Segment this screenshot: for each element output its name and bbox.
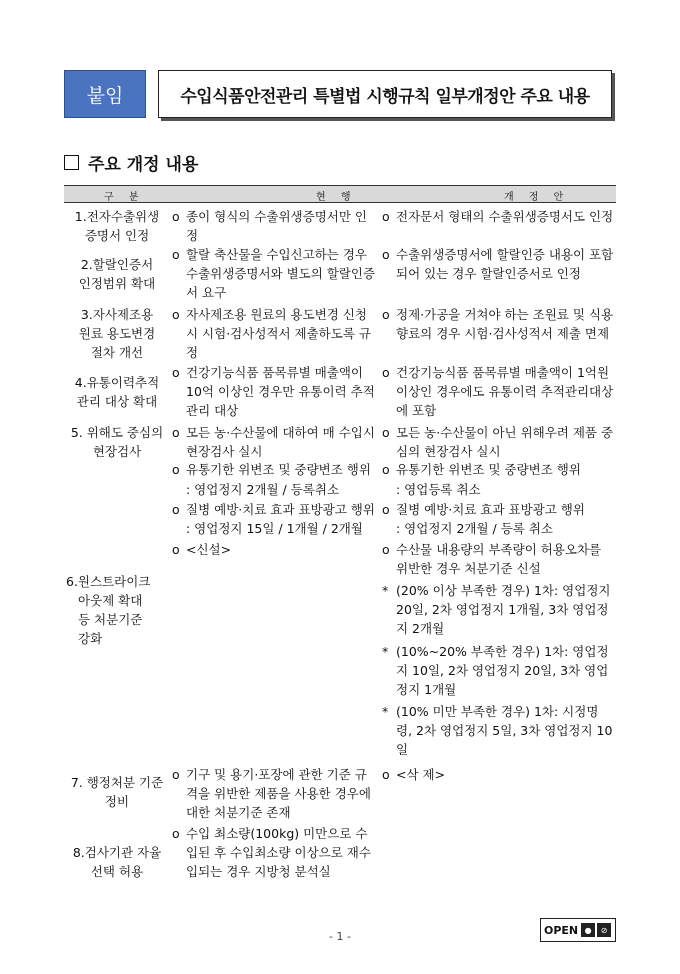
row-4-current-text: 건강기능식품 품목류별 매출액이 10억 이상인 경우만 유통이력 추적관리 대상 [186, 365, 375, 418]
bullet: o [172, 542, 180, 557]
row-8-category-line: 8.검사기관 자율 [72, 845, 162, 860]
row-1-category-line: 1.전자수출위생 [74, 209, 160, 224]
row-3-revised [382, 305, 614, 343]
row-4-current [172, 363, 378, 420]
row-4-revised-text: 건강기능식품 품목류별 매출액이 1억원 이상인 경우에도 유통이력 추적관리대상에 포함 [396, 365, 614, 418]
row-8-current-text: 수입 최소량(100kg) 미만으로 수입된 후 수입최소량 이상으로 재수입되는 경우 지방청 분석실 [186, 826, 371, 879]
header [64, 70, 612, 118]
bullet: o [172, 767, 180, 782]
row-6-revised-6 [382, 581, 614, 638]
attachment-badge: 붙임 [64, 70, 146, 118]
row-5-current [172, 423, 378, 461]
open-logo-text: OPEN [544, 923, 579, 937]
row-2-revised-text: 수출위생증명서에 할랄인증 내용이 포함되어 있는 경우 할랄인증서로 인정 [396, 247, 614, 281]
header-category: 구 분 [104, 192, 145, 203]
row-6-revised-text: (10%~20% 부족한 경우) 1차: 영업정지 10일, 2차 영업정지 20일, 3차 영업정지 1개월 [396, 644, 609, 697]
row-6-revised-2 [382, 480, 614, 499]
row-6-current-2 [172, 480, 378, 499]
row-3-current [172, 305, 378, 362]
row-8-category-line: 선택 허용 [90, 864, 144, 879]
row-6-current-5 [172, 540, 378, 559]
row-4-category [64, 373, 170, 411]
row-6-revised-3 [382, 500, 614, 519]
row-6-category-line: 6.원스트라이크 [66, 574, 151, 589]
row-6-current-1 [172, 460, 378, 479]
no-commercial-icon: ⊘ [597, 923, 611, 937]
row-5-revised [382, 423, 614, 461]
row-6-revised-5 [382, 540, 614, 578]
document-title: 수입식품안전관리 특별법 시행규칙 일부개정안 주요 내용 [158, 70, 612, 118]
page-number: - 1 - [329, 930, 351, 943]
bullet: o [172, 502, 180, 517]
bullet: o [172, 462, 180, 477]
row-8-current [172, 824, 378, 881]
row-2-category-line: 2.할랄인증서 [80, 257, 154, 272]
row-6-category-line: 등 처분기준 [78, 612, 143, 627]
row-7-category-line: 7. 행정처분 기준 [70, 775, 164, 790]
header-current: 현 행 [316, 192, 357, 203]
row-1-revised-text: 전자문서 형태의 수출위생증명서도 인정 [396, 209, 614, 224]
row-7-category [64, 773, 170, 811]
row-6-current-text: 질병 예방·치료 효과 표방광고 행위 [186, 502, 375, 517]
bullet: o [382, 502, 390, 517]
row-3-category-line: 절차 개선 [90, 345, 144, 360]
row-6-revised-text: 수산물 내용량의 부족량이 허용오차를 위반한 경우 처분기준 신설 [396, 542, 602, 576]
row-6-category-line: 아웃제 확대 [78, 593, 143, 608]
row-5-category [64, 423, 170, 461]
bullet: o [382, 542, 390, 557]
row-6-revised-8 [382, 702, 614, 759]
checkbox-square-icon [64, 155, 79, 170]
bullet: o [172, 425, 180, 440]
bullet-asterisk: * [382, 704, 389, 719]
header-revised: 개 정 안 [504, 192, 570, 203]
row-6-revised-text: 질병 예방·치료 효과 표방광고 행위 [396, 502, 585, 517]
row-5-category-line: 현장검사 [92, 444, 142, 459]
row-6-revised-text: (10% 미만 부족한 경우) 1차: 시정명령, 2차 영업정지 5일, 3차 영업정지 10일 [396, 704, 613, 757]
row-7-revised-text: <삭 제> [396, 767, 446, 782]
bullet: o [382, 307, 390, 322]
row-6-current-3 [172, 500, 378, 519]
row-1-category-line: 증명서 인정 [84, 228, 150, 243]
row-1-current-text: 종이 형식의 수출위생증명서만 인정 [186, 209, 367, 243]
row-6-revised-7 [382, 642, 614, 699]
row-3-current-text: 자사제조용 원료의 용도변경 신청 시 시험·검사성적서 제출하도록 규정 [186, 307, 371, 360]
row-7-current-text: 기구 및 용기·포장에 관한 기준 규격을 위반한 제품을 사용한 경우에 대한 처분기준 존재 [186, 767, 371, 820]
row-6-current-text: : 영업정지 2개월 / 등록취소 [186, 482, 340, 497]
bullet: o [172, 365, 180, 380]
row-6-revised-text: : 영업등록 취소 [396, 482, 481, 497]
row-5-category-line: 5. 위해도 중심의 [70, 425, 164, 440]
bullet: o [382, 425, 390, 440]
row-1-revised [382, 207, 614, 226]
row-6-revised-text: 유통기한 위변조 및 중량변조 행위 [396, 462, 581, 477]
row-4-revised [382, 363, 614, 420]
bullet: o [382, 365, 390, 380]
bullet: o [382, 247, 390, 262]
row-7-category-line: 정비 [104, 794, 130, 809]
row-6-revised-text: : 영업정지 2개월 / 등록 취소 [396, 521, 553, 536]
row-2-category [64, 255, 170, 293]
row-6-current-text: : 영업정지 15일 / 1개월 / 2개월 [186, 521, 363, 536]
row-6-category [66, 572, 166, 648]
person-icon: ● [581, 923, 595, 937]
table-header [64, 185, 616, 203]
row-7-current [172, 765, 378, 822]
bullet-asterisk: * [382, 644, 389, 659]
row-2-current [172, 245, 378, 302]
row-5-revised-text: 모든 농·수산물이 아닌 위해우려 제품 중심의 현장검사 실시 [396, 425, 614, 459]
row-6-current-text: 유통기한 위변조 및 중량변조 행위 [186, 462, 371, 477]
row-5-current-text: 모든 농·수산물에 대하여 매 수입시 현장검사 실시 [186, 425, 375, 459]
open-license-logo [540, 918, 616, 942]
row-6-revised-text: (20% 이상 부족한 경우) 1차: 영업정지 20일, 2차 영업정지 1개월, 3차 영업정지 2개월 [396, 583, 611, 636]
bullet: o [382, 209, 390, 224]
row-3-revised-text: 정제·가공을 거쳐야 하는 조원료 및 식용향료의 경우 시험·검사성적서 제출 면제 [396, 307, 614, 341]
row-3-category-line: 원료 용도변경 [78, 326, 156, 341]
row-4-category-line: 관리 대상 확대 [76, 394, 158, 409]
row-6-revised-4 [382, 519, 614, 538]
bullet: o [382, 462, 390, 477]
bullet: o [172, 826, 180, 841]
section-heading [64, 150, 198, 175]
bullet: o [382, 767, 390, 782]
row-8-category [64, 843, 170, 881]
row-2-revised [382, 245, 614, 283]
bullet: o [172, 307, 180, 322]
row-2-category-line: 인정범위 확대 [78, 276, 156, 291]
row-6-current-text: <신설> [186, 542, 232, 557]
row-6-revised-1 [382, 460, 614, 479]
bullet: o [172, 247, 180, 262]
row-3-category-line: 3.자사제조용 [80, 307, 154, 322]
row-7-revised [382, 765, 614, 784]
bullet-asterisk: * [382, 583, 389, 598]
row-2-current-text: 할랄 축산물을 수입신고하는 경우 수출위생증명서와 별도의 할랄인증서 요구 [186, 247, 376, 300]
row-6-current-4 [172, 519, 378, 538]
row-6-category-line: 강화 [78, 631, 103, 646]
row-1-current [172, 207, 378, 245]
row-3-category [64, 305, 170, 362]
row-4-category-line: 4.유통이력추적 [74, 375, 160, 390]
bullet: o [172, 209, 180, 224]
section-title: 주요 개정 내용 [88, 155, 199, 175]
row-1-category [64, 207, 170, 245]
